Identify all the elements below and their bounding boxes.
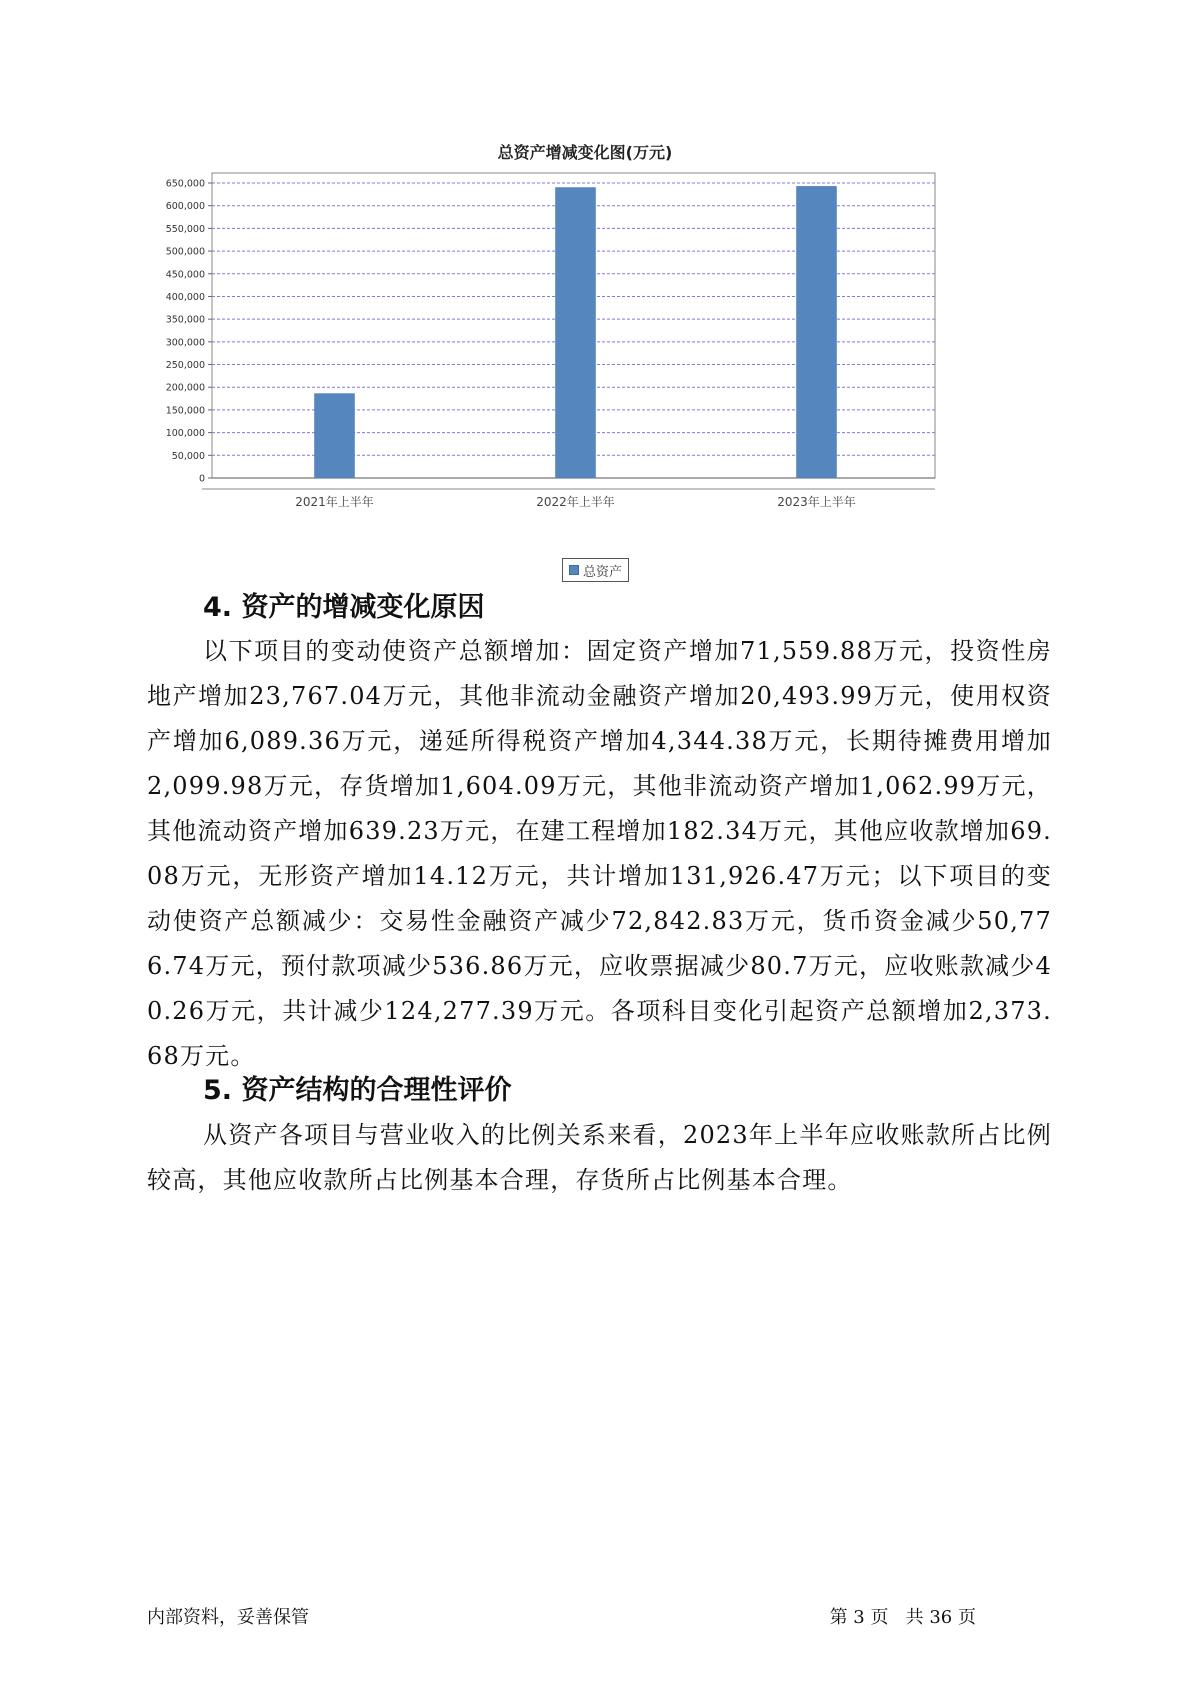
x-tick-label: 2021年上半年 — [295, 495, 374, 509]
bar-3 — [797, 186, 837, 478]
section-4-body: 以下项目的变动使资产总额增加：固定资产增加71,559.88万元，投资性房地产增加23,767.04万元，其他非流动金融资产增加20,493.99万元，使用权资产增加6,089.36万元，递延所得税资产增加4,344.38万元，长期待摊费用增加2,099.98万元，存货增加1,604.09万元，其他非流动资产增加1,062.99万元，其他流动资产增加639.23万元，在建工程增加182.34万元，其他应收款增加69.08万元，无形资产增加14.12万元，共计增加131,926.47万元；以下项目的变动使资产总额减少：交易性金融资产减少72,842.83万元，货币资金减少50,776.74万元，预付款项减少536.86万元，应收票据减少80.7万元，应收账款减少40.26万元，共计减少124,277.39万元。各项科目变化引起资产总额增加2,373.68万元。 — [147, 637, 1052, 1070]
y-tick-label: 200,000 — [165, 382, 205, 394]
section-5-body: 从资产各项目与营业收入的比例关系来看，2023年上半年应收账款所占比例较高，其他应收款所占比例基本合理，存货所占比例基本合理。 — [147, 1121, 1052, 1194]
section-5-heading: 5. 资产结构的合理性评价 — [203, 1075, 512, 1106]
x-tick-label: 2022年上半年 — [536, 495, 615, 509]
x-tick-label: 2023年上半年 — [777, 495, 856, 509]
total-assets-chart — [150, 140, 1020, 590]
y-tick-label: 600,000 — [165, 201, 205, 213]
footer-confidential: 内部资料，妥善保管 — [147, 1607, 309, 1628]
y-tick-label: 500,000 — [165, 246, 205, 258]
y-tick-label: 450,000 — [165, 269, 205, 281]
y-tick-label: 100,000 — [165, 428, 205, 440]
y-tick-label: 250,000 — [165, 360, 205, 372]
legend-swatch — [569, 565, 579, 575]
footer-page-number: 第 3 页 共 36 页 — [829, 1607, 976, 1628]
legend-label: 总资产 — [583, 564, 623, 580]
y-tick-label: 300,000 — [165, 337, 205, 349]
y-tick-label: 350,000 — [165, 314, 205, 326]
y-tick-label: 0 — [198, 473, 205, 485]
bar-2 — [556, 188, 596, 478]
y-tick-label: 550,000 — [165, 223, 205, 235]
chart-legend — [562, 558, 629, 582]
chart-canvas — [150, 140, 1020, 560]
y-tick-label: 50,000 — [171, 450, 205, 462]
chart-title: 总资产增减变化图(万元) — [497, 143, 673, 162]
y-tick-label: 150,000 — [165, 405, 205, 417]
y-tick-label: 400,000 — [165, 291, 205, 303]
y-tick-label: 650,000 — [165, 178, 205, 190]
section-4-heading: 4. 资产的增减变化原因 — [203, 592, 485, 623]
bar-1 — [315, 394, 355, 478]
